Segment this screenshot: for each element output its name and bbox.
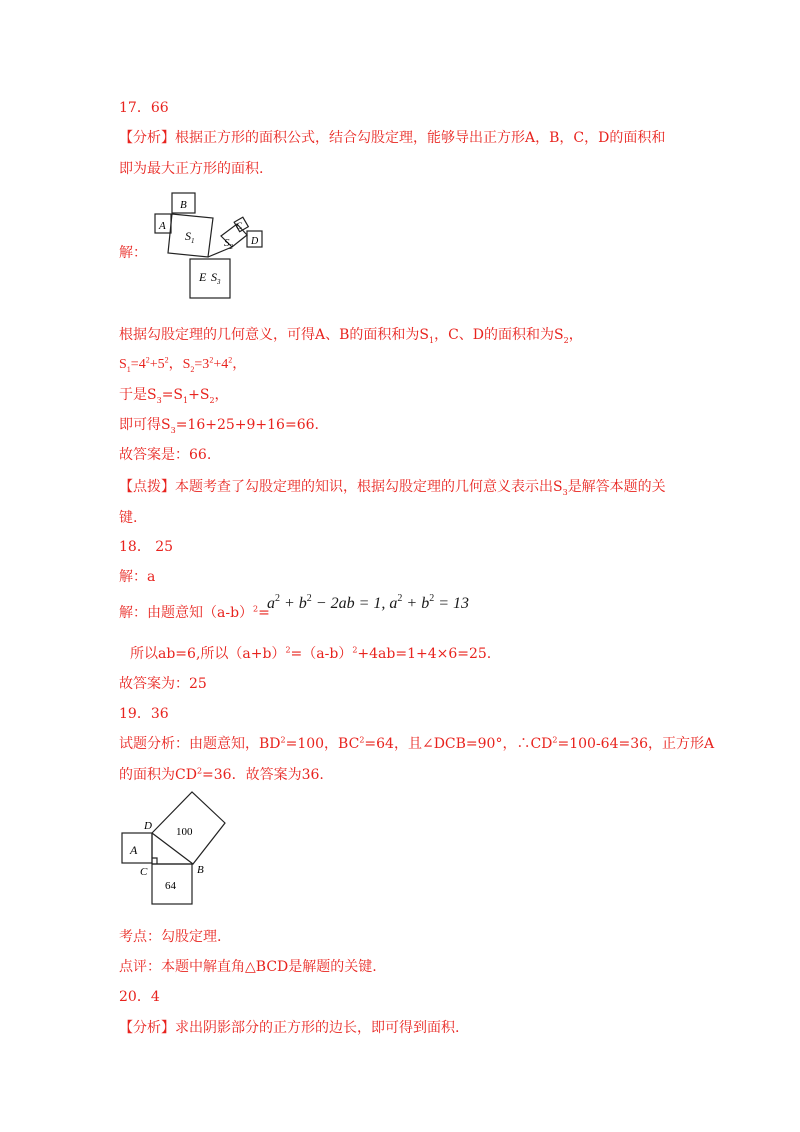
q20-header: 20．4 bbox=[119, 989, 160, 1005]
analysis-text: 根据正方形的面积公式，结合勾股定理，能够导出正方形A，B，C，D的面积和 bbox=[175, 130, 666, 146]
q17-analysis-cont: 即为最大正方形的面积. bbox=[119, 161, 264, 177]
label-s3: $S_3$ bbox=[211, 270, 221, 286]
label-a: A bbox=[159, 220, 166, 232]
label-c: C bbox=[236, 221, 243, 231]
analysis-text: 求出阴影部分的正方形的边长，即可得到面积. bbox=[175, 1020, 460, 1036]
analysis-tag: 【分析】 bbox=[119, 1020, 175, 1036]
label-64: 64 bbox=[165, 880, 176, 892]
q19-line1: 试题分析：由题意知，$BD^2=100$，$BC^2=64$，且∠DCB=90°，$\therefore CD^2=100-64=36$，正方形A bbox=[119, 735, 715, 752]
q17-tip-cont: 键. bbox=[119, 510, 138, 526]
tip-tag: 【点拨】 bbox=[119, 479, 175, 495]
q19-dianping: 点评：本题中解直角△BCD是解题的关键. bbox=[119, 959, 377, 975]
q18-formula: $a^2 + b^2 - 2ab = 1$, $a^2 + b^2 = 13$ bbox=[267, 593, 469, 612]
q18-header: 18． 25 bbox=[119, 539, 174, 555]
label-d: D bbox=[251, 236, 259, 247]
q19-kaodian: 考点：勾股定理. bbox=[119, 929, 222, 945]
label-e: E bbox=[199, 270, 207, 284]
label-b: B bbox=[180, 199, 187, 211]
label-c: C bbox=[140, 866, 148, 878]
q19-header: 19．36 bbox=[119, 706, 169, 722]
label-b: B bbox=[197, 864, 204, 876]
q18-line3: 所以ab=6,所以$(a+b)^2=(a-b)^2+4ab=1+4\times 6=25$. bbox=[130, 645, 492, 662]
q20-analysis bbox=[119, 1019, 459, 1037]
q17-analysis bbox=[119, 129, 665, 147]
q18-answer: 故答案为：25 bbox=[119, 676, 207, 692]
q17-line3: 于是$S_3=S_1+S_2$， bbox=[119, 387, 229, 405]
q19-figure bbox=[118, 788, 230, 910]
label-d: D bbox=[144, 820, 152, 832]
q17-line1: 根据勾股定理的几何意义，可得A、B的面积和为$S_1$，C、D的面积和为$S_2$， bbox=[119, 327, 583, 345]
analysis-tag: 【分析】 bbox=[119, 130, 175, 146]
q17-figure bbox=[150, 186, 270, 304]
label-a: A bbox=[130, 843, 138, 857]
label-s2: $S_2$ bbox=[224, 237, 233, 251]
q17-header: 17．66 bbox=[119, 100, 169, 116]
q18-line2: 解：由题意知$(a-b)^2=$ bbox=[119, 604, 270, 621]
q19-line2: 的面积为$CD^2=36$．故答案为36. bbox=[119, 766, 324, 783]
q18-line1: 解：a bbox=[119, 569, 156, 585]
q17-solution-label: 解： bbox=[119, 245, 147, 261]
q17-answer: 故答案是：66. bbox=[119, 447, 212, 463]
label-s1: $S_1$ bbox=[185, 229, 195, 245]
q17-equations: $S_1=4^2+5^2$，$S_2=3^2+4^2$， bbox=[119, 355, 247, 374]
q17-line4: 即可得$S_3=16+25+9+16=66$. bbox=[119, 417, 319, 435]
q17-tip: 【点拨】本题考查了勾股定理的知识，根据勾股定理的几何意义表示出$S_3$是解答本题的关 bbox=[119, 479, 666, 497]
label-100: 100 bbox=[176, 826, 193, 838]
